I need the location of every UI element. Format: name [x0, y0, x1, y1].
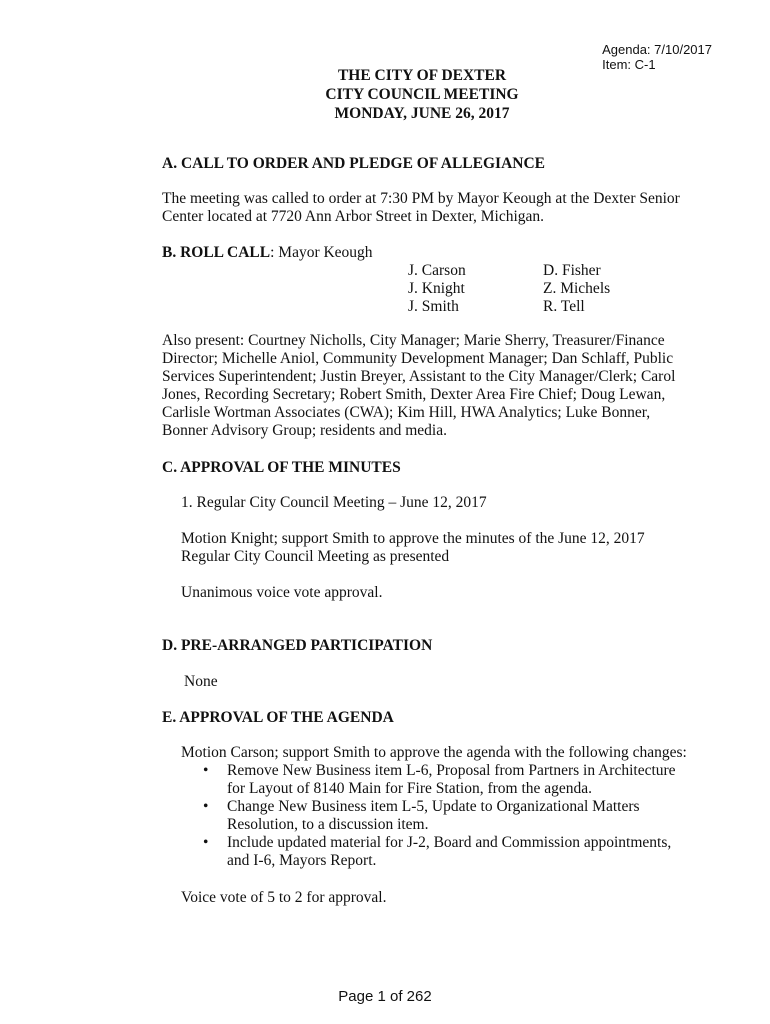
- also-present-line: Bonner Advisory Group; residents and media.: [162, 422, 447, 439]
- bullet-icon: •: [203, 798, 209, 815]
- list-item-line: and I-6, Mayors Report.: [227, 852, 377, 869]
- section-d-heading: D. PRE-ARRANGED PARTICIPATION: [162, 637, 433, 654]
- list-item-line: Include updated material for J-2, Board and Commission appointments,: [227, 834, 672, 851]
- council-member: D. Fisher: [543, 262, 601, 279]
- also-present-line: Carlisle Wortman Associates (CWA); Kim Hill, HWA Analytics; Luke Bonner,: [162, 404, 651, 421]
- section-a-body: [162, 190, 680, 226]
- minutes-vote: Unanimous voice vote approval.: [181, 584, 383, 601]
- agenda-motion: Motion Carson; support Smith to approve the agenda with the following changes:: [181, 744, 687, 761]
- bullet-icon: •: [203, 834, 209, 851]
- list-item-line: for Layout of 8140 Main for Fire Station, from the agenda.: [227, 780, 593, 797]
- roll-call-mayor: : Mayor Keough: [270, 244, 373, 261]
- list-item-line: Resolution, to a discussion item.: [227, 816, 429, 833]
- agenda-date: Agenda: 7/10/2017: [602, 42, 712, 57]
- council-member: Z. Michels: [543, 280, 611, 297]
- list-item: [181, 834, 676, 870]
- document-title: [0, 66, 770, 123]
- also-present-line: Jones, Recording Secretary; Robert Smith, Dexter Area Fire Chief; Doug Lewan,: [162, 386, 666, 403]
- section-c-heading: C. APPROVAL OF THE MINUTES: [162, 459, 401, 476]
- council-member: J. Knight: [408, 280, 465, 297]
- section-e-heading: E. APPROVAL OF THE AGENDA: [162, 709, 394, 726]
- title-date: MONDAY, JUNE 26, 2017: [334, 105, 510, 122]
- roll-call-column-1: [408, 262, 466, 316]
- title-meeting: CITY COUNCIL MEETING: [325, 86, 519, 103]
- list-item-line: Change New Business item L-5, Update to Organizational Matters: [227, 798, 640, 815]
- minutes-item: 1. Regular City Council Meeting – June 12, 2017: [181, 494, 487, 511]
- title-city: THE CITY OF DEXTER: [337, 67, 507, 84]
- roll-call-column-2: [543, 262, 610, 316]
- list-item: [181, 798, 676, 834]
- list-item-line: Remove New Business item L-6, Proposal from Partners in Architecture: [227, 762, 676, 779]
- also-present-paragraph: [162, 332, 675, 440]
- council-member: R. Tell: [543, 298, 585, 315]
- section-b-heading: B. ROLL CALL: [162, 244, 271, 261]
- roll-call-line: [162, 244, 373, 262]
- minutes-motion: [181, 530, 645, 566]
- agenda-item: Item: C-1: [602, 57, 656, 72]
- bullet-icon: •: [203, 762, 209, 779]
- agenda-changes-list: [181, 762, 676, 870]
- list-item: [181, 762, 676, 798]
- minutes-motion-line: Regular City Council Meeting as presented: [181, 548, 450, 565]
- council-member: J. Carson: [408, 262, 466, 279]
- participation-body: None: [184, 673, 218, 690]
- minutes-motion-line: Motion Knight; support Smith to approve the minutes of the June 12, 2017: [181, 530, 645, 547]
- page-number: Page 1 of 262: [338, 988, 432, 1005]
- also-present-line: Director; Michelle Aniol, Community Development Manager; Dan Schlaff, Public: [162, 350, 674, 367]
- section-a-heading: A. CALL TO ORDER AND PLEDGE OF ALLEGIANCE: [162, 155, 545, 172]
- section-a-line: Center located at 7720 Ann Arbor Street in Dexter, Michigan.: [162, 208, 545, 225]
- council-member: J. Smith: [408, 298, 459, 315]
- section-a-line: The meeting was called to order at 7:30 PM by Mayor Keough at the Dexter Senior: [162, 190, 680, 207]
- also-present-line: Also present: Courtney Nicholls, City Manager; Marie Sherry, Treasurer/Finance: [162, 332, 665, 349]
- agenda-vote: Voice vote of 5 to 2 for approval.: [181, 889, 387, 906]
- also-present-line: Services Superintendent; Justin Breyer, Assistant to the City Manager/Clerk; Carol: [162, 368, 676, 385]
